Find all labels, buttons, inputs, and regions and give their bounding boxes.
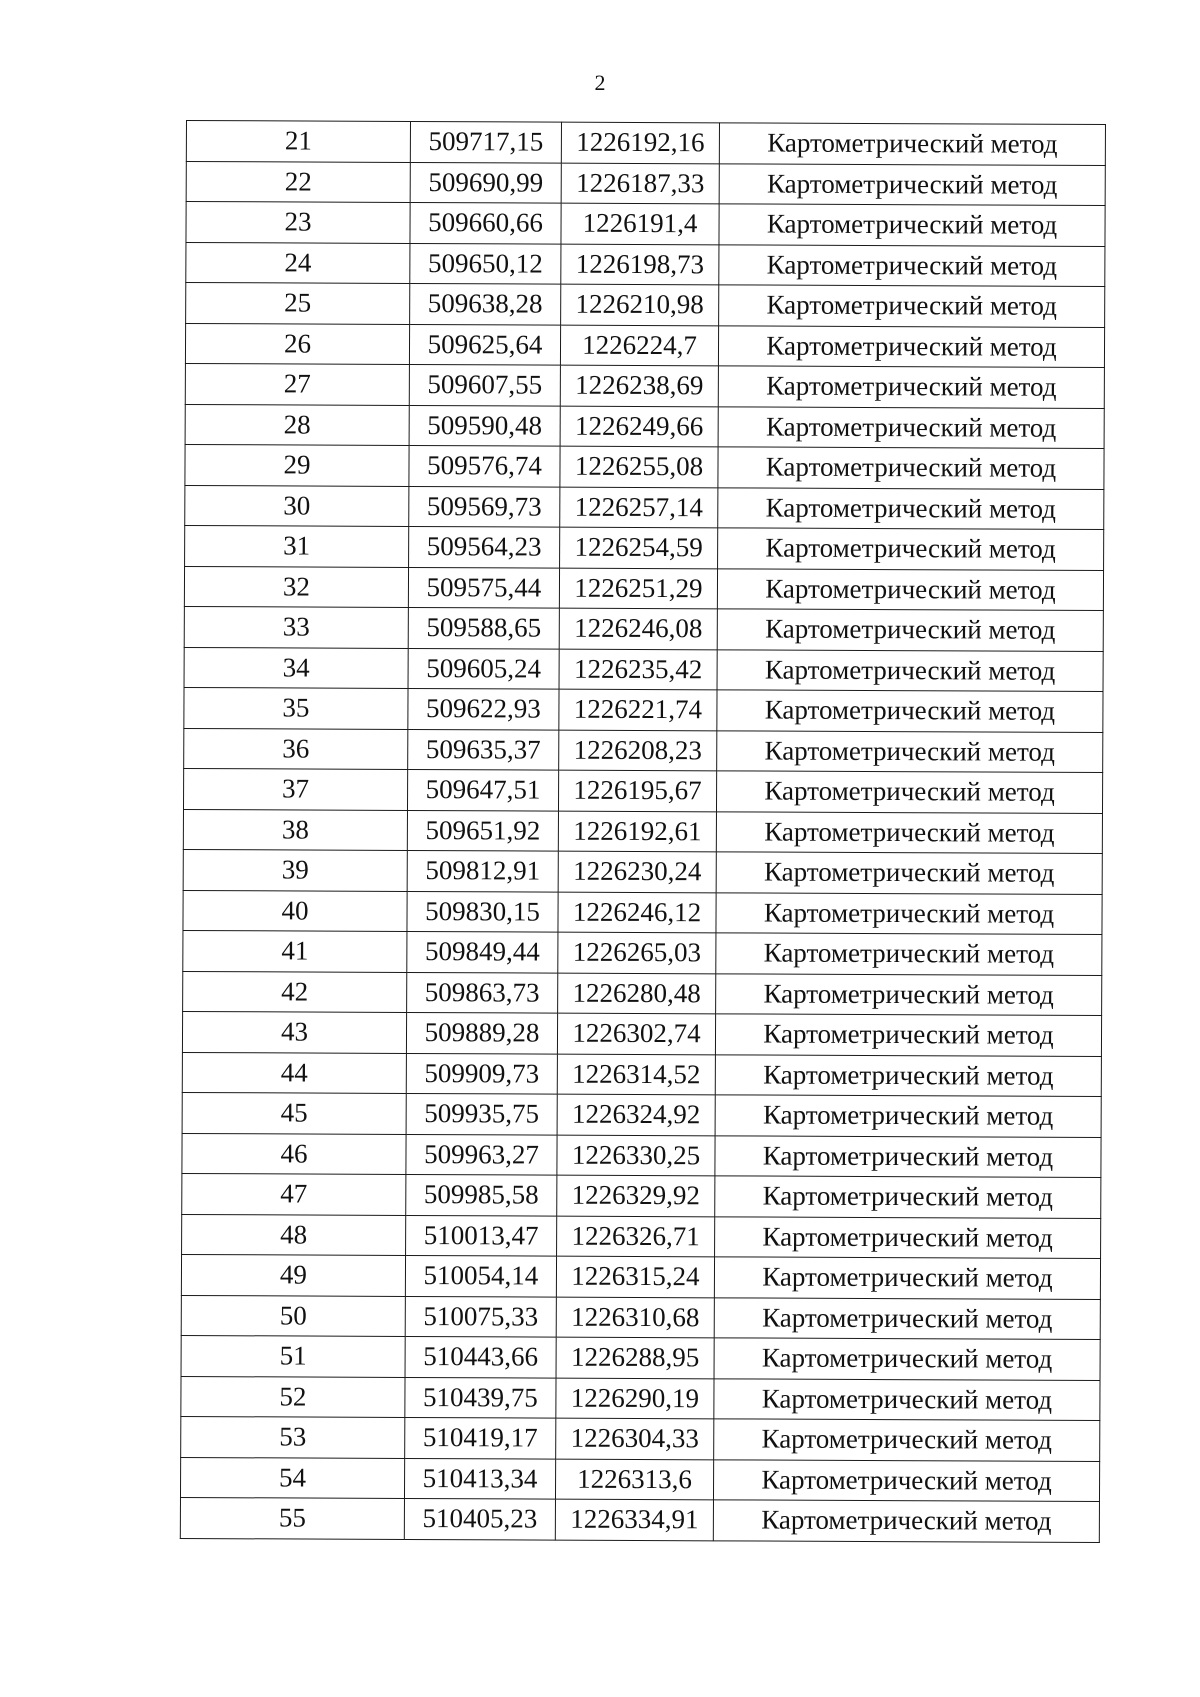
x-coordinate-cell: 509690,99 [410,162,561,203]
point-number-cell: 38 [183,809,407,850]
method-cell: Картометрический метод [718,366,1104,408]
point-number-cell: 47 [182,1173,406,1214]
coordinates-table [180,120,1106,1543]
method-cell: Картометрический метод [719,285,1105,327]
method-cell: Картометрический метод [718,325,1104,367]
point-number-cell: 36 [184,728,408,769]
point-number-cell: 25 [186,283,410,324]
y-coordinate-cell: 1226254,59 [560,527,718,568]
x-coordinate-cell: 509651,92 [407,810,558,851]
method-cell: Картометрический метод [715,1176,1101,1218]
y-coordinate-cell: 1226314,52 [557,1054,715,1095]
x-coordinate-cell: 509590,48 [409,405,560,446]
point-number-cell: 22 [186,161,410,202]
x-coordinate-cell: 509909,73 [406,1053,557,1094]
y-coordinate-cell: 1226235,42 [559,649,717,690]
y-coordinate-cell: 1226224,7 [560,325,718,366]
y-coordinate-cell: 1226280,48 [558,973,716,1014]
point-number-cell: 45 [182,1092,406,1133]
table-row [184,728,1103,773]
y-coordinate-cell: 1226210,98 [561,284,719,325]
coordinates-table-body [180,121,1105,1542]
method-cell: Картометрический метод [714,1419,1100,1461]
x-coordinate-cell: 509660,66 [410,202,561,243]
y-coordinate-cell: 1226255,08 [560,446,718,487]
table-row [186,121,1105,166]
x-coordinate-cell: 510413,34 [404,1458,555,1499]
table-row [182,1052,1101,1097]
x-coordinate-cell: 509569,73 [409,486,560,527]
x-coordinate-cell: 509717,15 [410,121,561,162]
table-row [181,1335,1100,1380]
table-row [185,525,1104,570]
method-cell: Картометрический метод [715,1135,1101,1177]
x-coordinate-cell: 509935,75 [406,1093,557,1134]
table-row [185,404,1104,449]
table-row [184,687,1103,732]
y-coordinate-cell: 1226326,71 [557,1216,715,1257]
table-row [180,1457,1099,1502]
table-row [184,566,1103,611]
method-cell: Картометрический метод [716,892,1102,934]
point-number-cell: 50 [181,1295,405,1336]
table-row [181,1295,1100,1340]
table-row [183,809,1102,854]
method-cell: Картометрический метод [717,609,1103,651]
point-number-cell: 27 [185,363,409,404]
y-coordinate-cell: 1226195,67 [558,770,716,811]
y-coordinate-cell: 1226230,24 [558,851,716,892]
point-number-cell: 26 [185,323,409,364]
method-cell: Картометрический метод [717,649,1103,691]
method-cell: Картометрический метод [714,1378,1100,1420]
method-cell: Картометрический метод [718,528,1104,570]
y-coordinate-cell: 1226198,73 [561,244,719,285]
point-number-cell: 28 [185,404,409,445]
point-number-cell: 33 [184,606,408,647]
y-coordinate-cell: 1226257,14 [560,487,718,528]
method-cell: Картометрический метод [715,1095,1101,1137]
x-coordinate-cell: 509849,44 [407,931,558,972]
table-row [186,161,1105,206]
table-row [185,363,1104,408]
table-row [183,971,1102,1016]
point-number-cell: 21 [186,121,410,162]
method-cell: Картометрический метод [716,933,1102,975]
y-coordinate-cell: 1226313,6 [555,1459,713,1500]
point-number-cell: 40 [183,890,407,931]
point-number-cell: 52 [181,1376,405,1417]
x-coordinate-cell: 509830,15 [407,891,558,932]
x-coordinate-cell: 509575,44 [408,567,559,608]
method-cell: Картометрический метод [718,406,1104,448]
table-row [182,1092,1101,1137]
table-row [183,930,1102,975]
method-cell: Картометрический метод [716,973,1102,1015]
method-cell: Картометрический метод [717,690,1103,732]
y-coordinate-cell: 1226187,33 [561,163,719,204]
table-row [184,647,1103,692]
table-row [183,768,1102,813]
table-row [182,1133,1101,1178]
x-coordinate-cell: 509638,28 [410,283,561,324]
table-row [182,1173,1101,1218]
y-coordinate-cell: 1226330,25 [557,1135,715,1176]
method-cell: Картометрический метод [713,1500,1099,1542]
x-coordinate-cell: 509963,27 [406,1134,557,1175]
y-coordinate-cell: 1226246,12 [558,892,716,933]
method-cell: Картометрический метод [719,123,1105,165]
table-row [185,323,1104,368]
y-coordinate-cell: 1226334,91 [555,1499,713,1540]
x-coordinate-cell: 510419,17 [405,1417,556,1458]
y-coordinate-cell: 1226192,61 [558,811,716,852]
y-coordinate-cell: 1226249,66 [560,406,718,447]
x-coordinate-cell: 510013,47 [406,1215,557,1256]
table-row [185,444,1104,489]
table-row [186,283,1105,328]
method-cell: Картометрический метод [717,730,1103,772]
y-coordinate-cell: 1226192,16 [561,122,719,163]
table-row [181,1254,1100,1299]
point-number-cell: 39 [183,849,407,890]
y-coordinate-cell: 1226290,19 [556,1378,714,1419]
point-number-cell: 37 [183,768,407,809]
point-number-cell: 23 [186,202,410,243]
table-row [183,849,1102,894]
point-number-cell: 41 [183,930,407,971]
x-coordinate-cell: 509635,37 [408,729,559,770]
y-coordinate-cell: 1226221,74 [559,689,717,730]
table-row [186,242,1105,287]
point-number-cell: 51 [181,1335,405,1376]
y-coordinate-cell: 1226302,74 [557,1013,715,1054]
y-coordinate-cell: 1226251,29 [559,568,717,609]
point-number-cell: 54 [180,1457,404,1498]
x-coordinate-cell: 509812,91 [407,850,558,891]
method-cell: Картометрический метод [718,487,1104,529]
x-coordinate-cell: 510405,23 [404,1498,555,1539]
point-number-cell: 43 [182,1011,406,1052]
y-coordinate-cell: 1226329,92 [557,1175,715,1216]
method-cell: Картометрический метод [714,1297,1100,1339]
method-cell: Картометрический метод [719,244,1105,286]
x-coordinate-cell: 509607,55 [409,364,560,405]
x-coordinate-cell: 509985,58 [406,1174,557,1215]
x-coordinate-cell: 509588,65 [408,607,559,648]
point-number-cell: 42 [183,971,407,1012]
x-coordinate-cell: 509625,64 [409,324,560,365]
y-coordinate-cell: 1226315,24 [556,1256,714,1297]
point-number-cell: 35 [184,687,408,728]
method-cell: Картометрический метод [718,447,1104,489]
y-coordinate-cell: 1226238,69 [560,365,718,406]
method-cell: Картометрический метод [715,1054,1101,1096]
method-cell: Картометрический метод [713,1459,1099,1501]
table-row [186,202,1105,247]
point-number-cell: 34 [184,647,408,688]
x-coordinate-cell: 510075,33 [405,1296,556,1337]
point-number-cell: 49 [181,1254,405,1295]
table-row [180,1497,1099,1542]
point-number-cell: 53 [181,1416,405,1457]
point-number-cell: 48 [182,1214,406,1255]
x-coordinate-cell: 509605,24 [408,648,559,689]
method-cell: Картометрический метод [716,811,1102,853]
y-coordinate-cell: 1226310,68 [556,1297,714,1338]
method-cell: Картометрический метод [714,1338,1100,1380]
y-coordinate-cell: 1226324,92 [557,1094,715,1135]
y-coordinate-cell: 1226288,95 [556,1337,714,1378]
method-cell: Картометрический метод [716,852,1102,894]
y-coordinate-cell: 1226246,08 [559,608,717,649]
x-coordinate-cell: 510439,75 [405,1377,556,1418]
method-cell: Картометрический метод [715,1216,1101,1258]
x-coordinate-cell: 509889,28 [406,1012,557,1053]
x-coordinate-cell: 510054,14 [405,1255,556,1296]
method-cell: Картометрический метод [715,1014,1101,1056]
x-coordinate-cell: 509647,51 [407,769,558,810]
y-coordinate-cell: 1226191,4 [561,203,719,244]
table-row [182,1214,1101,1259]
point-number-cell: 24 [186,242,410,283]
point-number-cell: 46 [182,1133,406,1174]
y-coordinate-cell: 1226208,23 [559,730,717,771]
page-number: 2 [594,70,606,95]
method-cell: Картометрический метод [719,163,1105,205]
x-coordinate-cell: 510443,66 [405,1336,556,1377]
table-row [184,606,1103,651]
point-number-cell: 31 [185,525,409,566]
y-coordinate-cell: 1226265,03 [558,932,716,973]
table-row [181,1376,1100,1421]
table-row [182,1011,1101,1056]
method-cell: Картометрический метод [717,568,1103,610]
method-cell: Картометрический метод [716,771,1102,813]
x-coordinate-cell: 509564,23 [409,526,560,567]
point-number-cell: 55 [180,1497,404,1538]
point-number-cell: 30 [185,485,409,526]
x-coordinate-cell: 509576,74 [409,445,560,486]
table-row [181,1416,1100,1461]
table-row [185,485,1104,530]
x-coordinate-cell: 509622,93 [408,688,559,729]
point-number-cell: 29 [185,444,409,485]
method-cell: Картометрический метод [719,204,1105,246]
method-cell: Картометрический метод [714,1257,1100,1299]
x-coordinate-cell: 509863,73 [407,972,558,1013]
point-number-cell: 32 [184,566,408,607]
table-row [183,890,1102,935]
point-number-cell: 44 [182,1052,406,1093]
y-coordinate-cell: 1226304,33 [556,1418,714,1459]
x-coordinate-cell: 509650,12 [410,243,561,284]
